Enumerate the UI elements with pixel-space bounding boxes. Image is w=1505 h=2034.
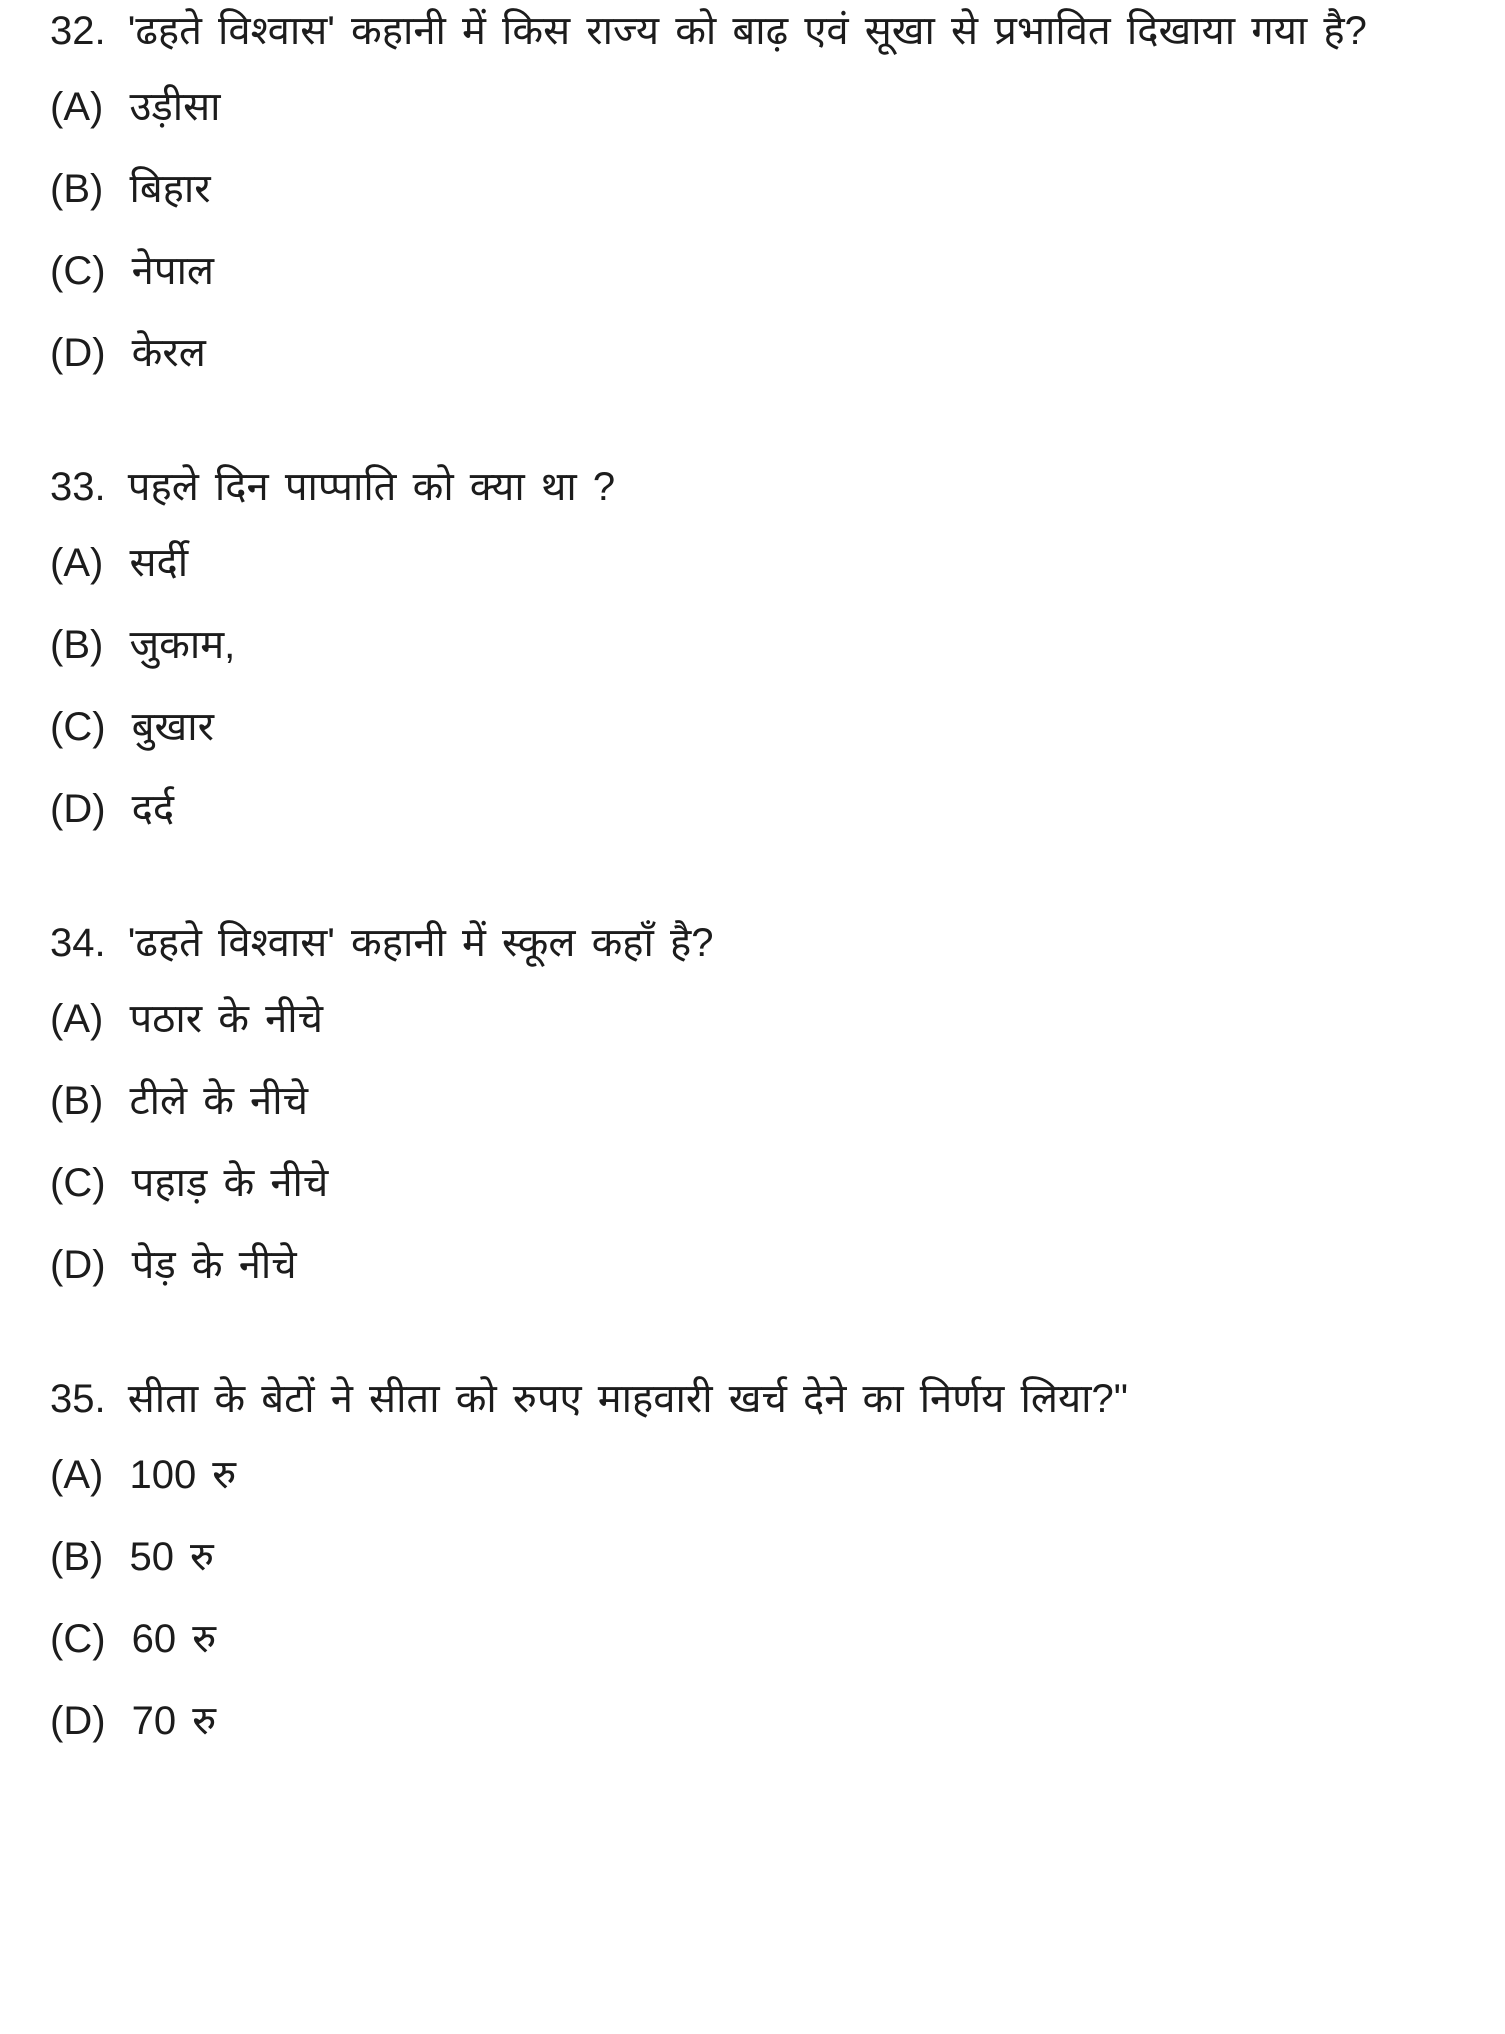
option-text: बिहार	[129, 167, 211, 211]
question-number: 35.	[50, 1377, 106, 1421]
option-label: (C)	[50, 1161, 106, 1205]
question-block-33	[50, 456, 1463, 832]
question-text: सीता के बेटों ने सीता को रुपए माहवारी खर्च देने का निर्णय लिया?"	[127, 1377, 1128, 1421]
option-label: (A)	[50, 85, 104, 129]
option-label: (C)	[50, 249, 106, 293]
question-number: 34.	[50, 921, 106, 965]
option-text: टीले के नीचे	[129, 1079, 308, 1123]
option-label: (A)	[50, 997, 104, 1041]
question-line	[50, 456, 1463, 518]
option-text: 100 रु	[129, 1453, 237, 1497]
question-line	[50, 1368, 1463, 1430]
option-text: पेड़ के नीचे	[131, 1243, 297, 1287]
option-label: (D)	[50, 787, 106, 831]
question-block-35	[50, 1368, 1463, 1744]
option-text: 50 रु	[129, 1535, 214, 1579]
question-line	[50, 912, 1463, 974]
option-label: (B)	[50, 167, 104, 211]
option-row	[50, 1078, 1463, 1124]
option-row	[50, 1698, 1463, 1744]
option-text: नेपाल	[131, 249, 215, 293]
option-label: (D)	[50, 331, 106, 375]
question-number: 33.	[50, 465, 106, 509]
option-label: (B)	[50, 1079, 104, 1123]
option-row	[50, 84, 1463, 130]
option-text: जुकाम,	[129, 623, 236, 667]
option-text: केरल	[131, 331, 206, 375]
option-row	[50, 540, 1463, 586]
option-label: (A)	[50, 1453, 104, 1497]
question-block-32	[50, 0, 1463, 376]
option-label: (B)	[50, 1535, 104, 1579]
option-label: (B)	[50, 623, 104, 667]
question-text: 'ढहते विश्वास' कहानी में किस राज्य को बाढ़ एवं सूखा से प्रभावित दिखाया गया है?	[127, 9, 1367, 53]
option-row	[50, 786, 1463, 832]
question-block-34	[50, 912, 1463, 1288]
option-row	[50, 1160, 1463, 1206]
option-text: पहाड़ के नीचे	[131, 1161, 329, 1205]
option-row	[50, 996, 1463, 1042]
option-row	[50, 1534, 1463, 1580]
question-number: 32.	[50, 9, 106, 53]
option-label: (C)	[50, 705, 106, 749]
option-text: बुखार	[131, 705, 214, 749]
option-text: सर्दी	[129, 541, 189, 585]
option-label: (C)	[50, 1617, 106, 1661]
option-row	[50, 248, 1463, 294]
question-line	[50, 0, 1463, 62]
option-row	[50, 1452, 1463, 1498]
option-row	[50, 1616, 1463, 1662]
option-text: पठार के नीचे	[129, 997, 324, 1041]
option-row	[50, 1242, 1463, 1288]
option-text: 70 रु	[131, 1699, 217, 1743]
option-row	[50, 330, 1463, 376]
option-text: 60 रु	[131, 1617, 217, 1661]
option-label: (D)	[50, 1699, 106, 1743]
option-row	[50, 704, 1463, 750]
question-text: 'ढहते विश्वास' कहानी में स्कूल कहाँ है?	[127, 921, 714, 965]
option-label: (D)	[50, 1243, 106, 1287]
option-row	[50, 622, 1463, 668]
option-row	[50, 166, 1463, 212]
question-text: पहले दिन पाप्पाति को क्या था ?	[127, 465, 616, 509]
option-text: उड़ीसा	[129, 85, 221, 129]
option-text: दर्द	[131, 787, 175, 831]
option-label: (A)	[50, 541, 104, 585]
